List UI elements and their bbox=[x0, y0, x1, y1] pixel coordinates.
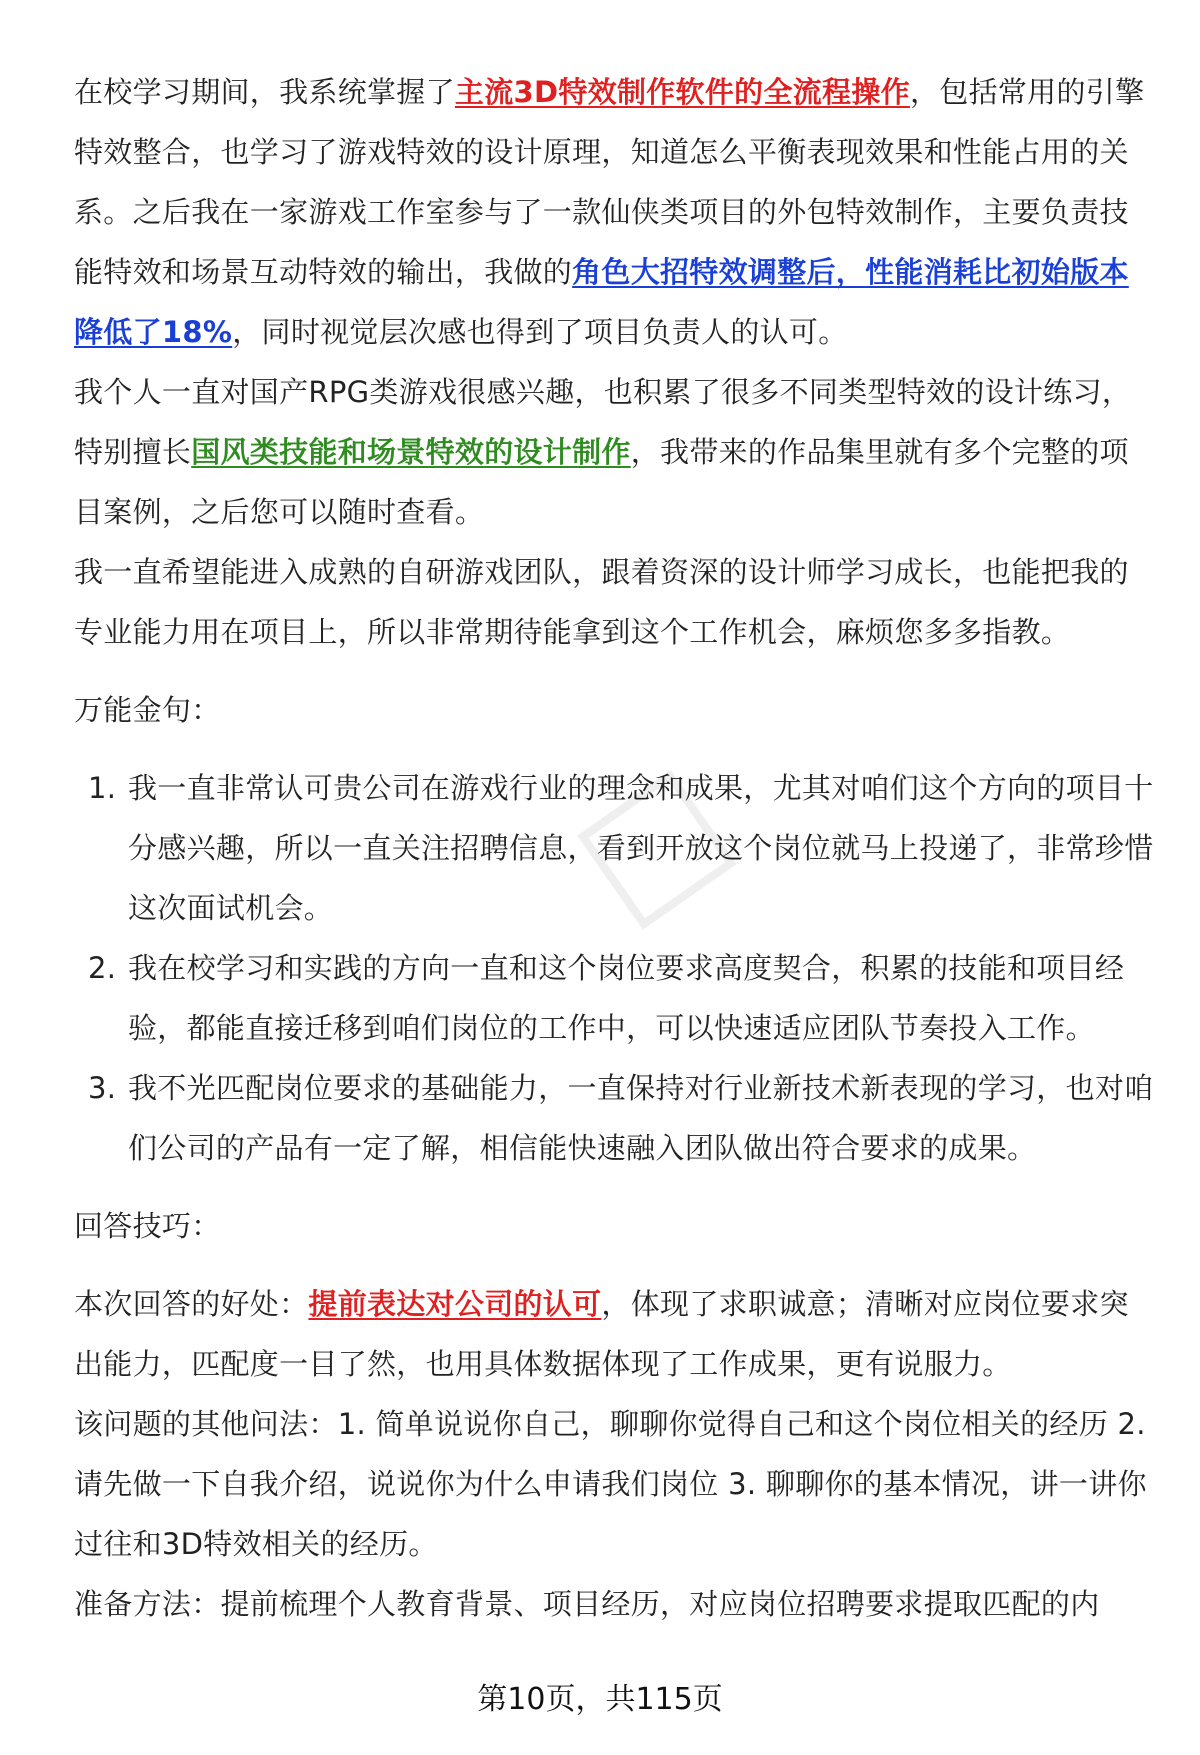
text-run: 在校学习期间，我系统掌握了 bbox=[74, 75, 455, 109]
paragraph-preparation: 准备方法：提前梳理个人教育背景、项目经历，对应岗位招聘要求提取匹配的内 bbox=[74, 1587, 1100, 1621]
list-item bbox=[74, 938, 1154, 1058]
highlight-software-skills: 主流3D特效制作软件的全流程操作 bbox=[454, 75, 910, 109]
list-item-text: 我在校学习和实践的方向一直和这个岗位要求高度契合，积累的技能和项目经验，都能直接迁移到咱们岗位的工作中，可以快速适应团队节奏投入工作。 bbox=[128, 951, 1125, 1045]
text-run: 我个人一直对国产RPG类游戏很感兴趣，也积累了很多不同类型特效的设计练习，特别擅长 bbox=[74, 375, 1132, 469]
paragraph-interest bbox=[74, 362, 1154, 542]
paragraph-benefit bbox=[74, 1274, 1154, 1394]
paragraph-motivation: 我一直希望能进入成熟的自研游戏团队，跟着资深的设计师学习成长，也能把我的专业能力用在项目上，所以非常期待能拿到这个工作机会，麻烦您多多指教。 bbox=[74, 555, 1129, 649]
highlight-performance-result: 角色大招特效调整后，性能消耗比初始版本降低了18% bbox=[74, 255, 1129, 349]
page-footer: 第10页，共115页 bbox=[477, 1682, 723, 1717]
section-heading-golden-sentences: 万能金句： bbox=[74, 693, 221, 727]
text-run: 本次回答的好处： bbox=[74, 1287, 309, 1321]
highlight-company-recognition: 提前表达对公司的认可 bbox=[308, 1287, 602, 1321]
text-run: ，我带来的作品集里就有多个完整的项目案例，之后您可以随时查看。 bbox=[74, 435, 1129, 529]
list-number: 2. bbox=[88, 951, 117, 985]
text-run: ，包括常用的引擎特效整合，也学习了游戏特效的设计原理，知道怎么平衡表现效果和性能占用的关系。之后我在一家游戏工作室参与了一款仙侠类项目的外包特效制作，主要负责技能特效和场景互动特效的输出，我做的 bbox=[74, 75, 1145, 289]
section-heading-tips: 回答技巧： bbox=[74, 1209, 221, 1243]
list-item bbox=[74, 1058, 1154, 1178]
list-item-text: 我一直非常认可贵公司在游戏行业的理念和成果，尤其对咱们这个方向的项目十分感兴趣，所以一直关注招聘信息，看到开放这个岗位就马上投递了，非常珍惜这次面试机会。 bbox=[128, 771, 1154, 925]
list-number: 1. bbox=[88, 771, 117, 805]
highlight-specialty: 国风类技能和场景特效的设计制作 bbox=[191, 435, 631, 469]
golden-sentences-list bbox=[74, 758, 1154, 1178]
list-item-text: 我不光匹配岗位要求的基础能力，一直保持对行业新技术新表现的学习，也对咱们公司的产品有一定了解，相信能快速融入团队做出符合要求的成果。 bbox=[128, 1071, 1154, 1165]
watermark: □ bbox=[542, 728, 758, 952]
paragraph-experience bbox=[74, 62, 1154, 362]
paragraph-other-ways: 该问题的其他问法：1. 简单说说你自己，聊聊你觉得自己和这个岗位相关的经历 2. 请先做一下自我介绍，说说你为什么申请我们岗位 3. 聊聊你的基本情况，讲一讲你过往和3D特效相关的经历。 bbox=[74, 1407, 1147, 1561]
list-item bbox=[74, 758, 1154, 938]
text-run: ，同时视觉层次感也得到了项目负责人的认可。 bbox=[232, 315, 848, 349]
text-run: ，体现了求职诚意；清晰对应岗位要求突出能力，匹配度一目了然，也用具体数据体现了工作成果，更有说服力。 bbox=[74, 1287, 1129, 1381]
list-number: 3. bbox=[88, 1071, 117, 1105]
document-body bbox=[74, 62, 1154, 1634]
